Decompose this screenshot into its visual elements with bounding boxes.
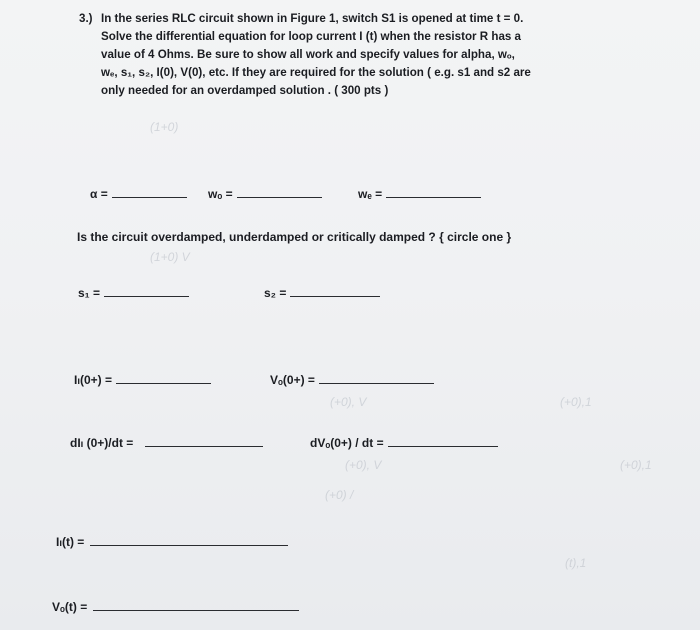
w0-label: wₒ = <box>208 187 233 201</box>
w0-field <box>208 187 322 201</box>
s2-field <box>264 286 380 300</box>
s1-blank[interactable] <box>104 295 189 297</box>
problem-statement <box>79 10 624 100</box>
dil-blank[interactable] <box>145 445 263 447</box>
ilt-field <box>56 535 288 549</box>
bleed-through-text: (t),1 <box>565 556 587 570</box>
bleed-through-text: (+0),1 <box>560 395 592 409</box>
s1-field <box>78 286 189 300</box>
vc0-blank[interactable] <box>319 382 434 384</box>
vc0-label: Vₒ(0+) = <box>270 373 315 387</box>
problem-line: only needed for an overdamped solution . ( 300 pts ) <box>101 84 389 97</box>
s2-blank[interactable] <box>290 295 380 297</box>
bleed-through-text: (+0),1 <box>620 458 652 472</box>
problem-line: In the series RLC circuit shown in Figure 1, switch S1 is opened at time t = 0. <box>101 12 524 25</box>
bleed-through-text: (+0) / <box>325 488 354 502</box>
bleed-through-text: (1+0) V <box>150 250 190 264</box>
dvc-blank[interactable] <box>388 445 498 447</box>
dvc-label: dVₒ(0+) / dt = <box>310 436 384 450</box>
il0-blank[interactable] <box>116 382 211 384</box>
vct-field <box>52 600 299 614</box>
alpha-blank[interactable] <box>112 196 187 198</box>
bleed-through-text: (+0), V <box>345 458 382 472</box>
bleed-through-text: (1+0) <box>150 120 179 134</box>
s2-label: s₂ = <box>264 286 287 300</box>
dvc-field <box>310 436 498 450</box>
bleed-through-text: (+0), V <box>330 395 367 409</box>
dil-label: dIₗ (0+)/dt = <box>70 436 134 450</box>
il0-label: Iₗ(0+) = <box>74 373 112 387</box>
damping-question: Is the circuit overdamped, underdamped or critically damped ? { circle one } <box>77 230 512 244</box>
ilt-label: Iₗ(t) = <box>56 535 85 549</box>
wd-label: wₑ = <box>358 187 383 201</box>
dil-field <box>70 436 263 450</box>
il0-field <box>74 373 211 387</box>
s1-label: s₁ = <box>78 286 100 300</box>
alpha-field <box>90 187 187 201</box>
vc0-field <box>270 373 434 387</box>
vct-label: Vₒ(t) = <box>52 600 88 614</box>
wd-field <box>358 187 481 201</box>
w0-blank[interactable] <box>237 196 322 198</box>
problem-line: value of 4 Ohms. Be sure to show all work and specify values for alpha, wₒ, <box>101 48 515 61</box>
vct-blank[interactable] <box>93 609 299 611</box>
problem-line: wₑ, s₁, s₂, I(0), V(0), etc. If they are required for the solution ( e.g. s1 and s2 are <box>101 66 531 79</box>
problem-number: 3.) <box>79 12 93 25</box>
alpha-label: α = <box>90 187 108 201</box>
ilt-blank[interactable] <box>90 544 288 546</box>
problem-line: Solve the differential equation for loop current I (t) when the resistor R has a <box>101 30 522 43</box>
wd-blank[interactable] <box>386 196 481 198</box>
